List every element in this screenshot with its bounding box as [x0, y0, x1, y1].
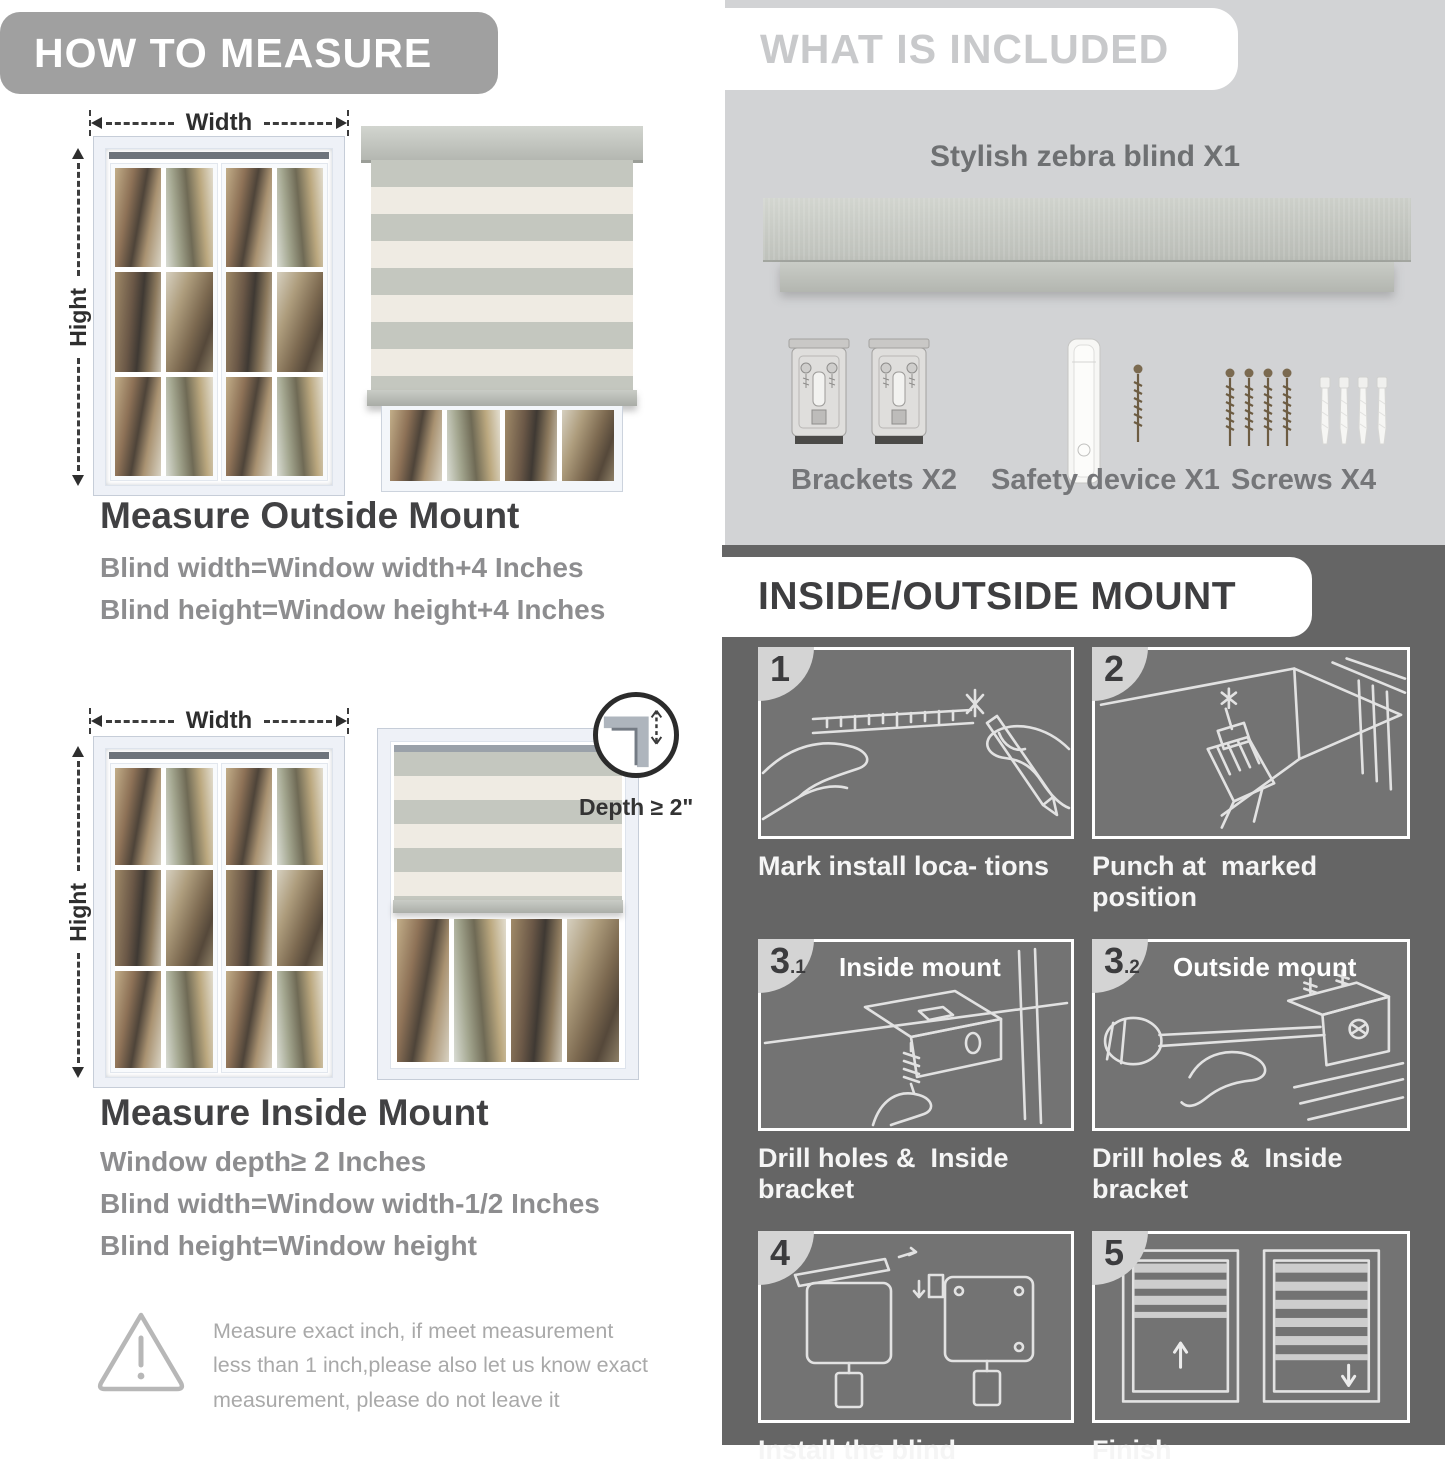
- screw-icon: [1280, 368, 1294, 454]
- arrow-up-icon: [72, 746, 84, 757]
- dim-tick: [347, 110, 349, 136]
- step-3-1-illustration: [758, 939, 1074, 1131]
- drill-drawing: [1095, 650, 1407, 836]
- headrail-image: [763, 198, 1411, 292]
- how-to-measure-header: [0, 12, 498, 94]
- headrail-cassette: [763, 198, 1411, 262]
- step-5-illustration: [1092, 1231, 1410, 1423]
- height-dimension: [65, 148, 91, 486]
- window-door: [110, 163, 218, 481]
- height-label: Hight: [64, 287, 91, 347]
- how-to-measure-title: HOW TO MEASURE: [34, 29, 433, 76]
- wall-anchor-icon: [1375, 376, 1389, 450]
- step-2: [1092, 647, 1410, 913]
- step-3-2-caption: Drill holes & Inside bracket: [1092, 1143, 1351, 1204]
- screw-icon: [1261, 368, 1275, 454]
- step-1-badge: 1: [758, 647, 814, 701]
- inside-mount-title: Measure Inside Mount: [100, 1092, 489, 1133]
- width-dimension: [89, 708, 349, 734]
- what-is-included-title: WHAT IS INCLUDED: [760, 25, 1170, 72]
- step-3-1-badge: 3 .1: [758, 939, 814, 993]
- window-door: [221, 763, 329, 1073]
- step-4: [758, 1231, 1074, 1466]
- step-5: [1092, 1231, 1410, 1466]
- screw-icon: [1242, 368, 1256, 454]
- inside-outside-mount-header: [722, 557, 1312, 637]
- blind-bottom-rail: [367, 390, 637, 406]
- screw-icon: [1223, 368, 1237, 454]
- step-4-caption: Install the blind: [758, 1435, 957, 1465]
- step-2-badge: 2: [1092, 647, 1148, 701]
- step-3-1: [758, 939, 1074, 1205]
- step-2-illustration: [1092, 647, 1410, 839]
- dim-tick: [347, 708, 349, 734]
- width-dimension: [89, 110, 349, 136]
- brackets-image: [787, 336, 931, 452]
- zebra-blind-inside-image: [377, 728, 639, 1080]
- step-3-1-caption: Drill holes & Inside bracket: [758, 1143, 1017, 1204]
- window-top-reveal: [109, 152, 329, 159]
- brackets-label: Brackets X2: [791, 464, 958, 496]
- warning-triangle-icon: [95, 1308, 187, 1394]
- blind-cassette: [394, 745, 622, 752]
- step-3-2-label: Outside mount: [1173, 952, 1357, 982]
- zebra-blind-outside-image: [361, 126, 643, 498]
- wall-anchor-icon: [1318, 376, 1332, 450]
- installation-steps: [758, 647, 1412, 1466]
- bracket-icon: [787, 336, 851, 452]
- width-label: Width: [185, 109, 253, 136]
- inside-mount-figure: [65, 698, 710, 1100]
- wall-anchor-icon: [1337, 376, 1351, 450]
- finish-drawing: [1095, 1234, 1407, 1420]
- mark-locations-drawing: [761, 650, 1071, 836]
- window-peek: [391, 913, 625, 1068]
- outside-mount-figure: [65, 102, 675, 502]
- blind-bottom-rail: [393, 900, 623, 913]
- blind-cassette: [361, 126, 643, 160]
- inside-mount-rule-height: Blind height=Window height: [100, 1230, 477, 1261]
- right-column: [722, 0, 1445, 1465]
- window-door: [110, 763, 218, 1073]
- wall-anchor-icon: [1356, 376, 1370, 450]
- step-3-2: [1092, 939, 1410, 1205]
- step-4-badge: 4: [758, 1231, 814, 1285]
- screws-image: [1223, 368, 1389, 454]
- window-photo: [93, 736, 345, 1088]
- inside-outside-mount-section: [722, 545, 1445, 1465]
- window-door: [221, 163, 329, 481]
- step-1-caption: Mark install loca- tions: [758, 851, 1050, 881]
- arrow-down-icon: [72, 1067, 84, 1078]
- step-2-caption: Punch at marked position: [1092, 851, 1325, 912]
- width-label: Width: [185, 707, 253, 734]
- bracket-icon: [867, 336, 931, 452]
- depth-requirement-label: Depth ≥ 2": [579, 794, 694, 820]
- outside-mount-title: Measure Outside Mount: [100, 495, 520, 536]
- zebra-stripes: [371, 160, 633, 390]
- measurement-warning: [95, 1308, 655, 1417]
- window-peek: [381, 406, 623, 492]
- zebra-stripes: [394, 752, 622, 900]
- how-to-measure-section: [0, 0, 722, 1445]
- arrow-down-icon: [72, 475, 84, 486]
- install-blind-drawing: [761, 1234, 1071, 1420]
- window-photo: [93, 136, 345, 496]
- arrow-left-icon: [91, 715, 102, 727]
- window-top-reveal: [109, 752, 329, 759]
- step-5-caption: Finish: [1092, 1435, 1172, 1465]
- step-3-1-label: Inside mount: [839, 952, 1001, 982]
- arrow-right-icon: [336, 715, 347, 727]
- arrow-up-icon: [72, 148, 84, 159]
- inside-mount-rule-depth: Window depth≥ 2 Inches: [100, 1146, 427, 1177]
- depth-magnifier-icon: [593, 692, 679, 778]
- height-label: Hight: [64, 882, 91, 942]
- step-5-badge: 5: [1092, 1231, 1148, 1285]
- safety-device-label: Safety device X1: [991, 464, 1220, 496]
- what-is-included-header: [722, 8, 1238, 90]
- step-4-illustration: [758, 1231, 1074, 1423]
- arrow-right-icon: [336, 117, 347, 129]
- outside-mount-rule-height: Blind height=Window height+4 Inches: [100, 594, 606, 625]
- included-blind-label: Stylish zebra blind X1: [929, 140, 1241, 173]
- step-3-2-badge: 3 .2: [1092, 939, 1148, 993]
- screws-label: Screws X4: [1231, 464, 1377, 496]
- step-3-2-illustration: [1092, 939, 1410, 1131]
- outside-mount-rule-width: Blind width=Window width+4 Inches: [100, 552, 584, 583]
- inside-outside-mount-title: INSIDE/OUTSIDE MOUNT: [758, 575, 1237, 618]
- arrow-left-icon: [91, 117, 102, 129]
- warning-text: Measure exact inch, if meet measurement less than 1 inch,please also let us know exact measurement, please do not leave it: [213, 1319, 649, 1412]
- headrail-fascia: [780, 262, 1394, 292]
- screw-icon: [1131, 364, 1145, 450]
- inside-mount-rule-width: Blind width=Window width-1/2 Inches: [100, 1188, 600, 1219]
- step-1-illustration: [758, 647, 1074, 839]
- step-1: [758, 647, 1074, 913]
- height-dimension: [65, 746, 91, 1078]
